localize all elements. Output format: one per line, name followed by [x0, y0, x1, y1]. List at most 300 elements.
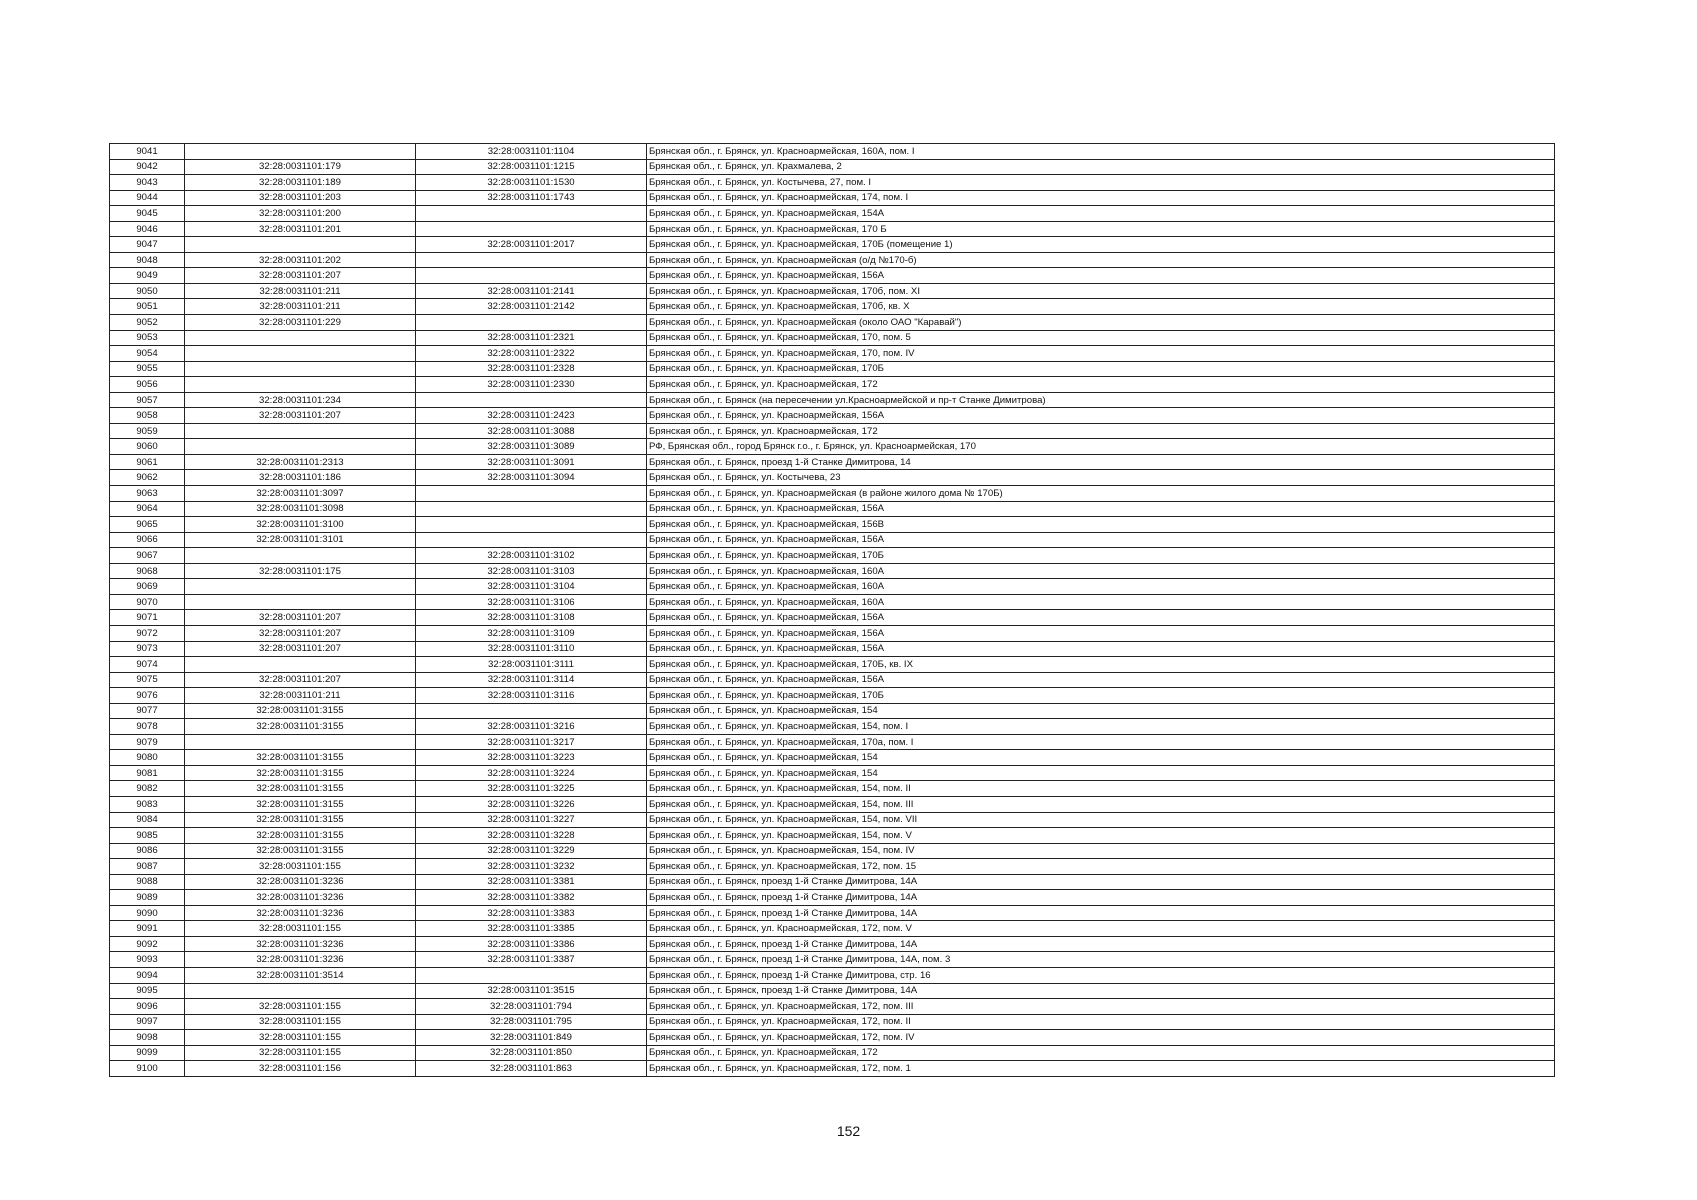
row-number-cell: 9094: [110, 967, 185, 983]
parcel-cadastral-number-cell: 32:28:0031101:3236: [185, 952, 416, 968]
row-number-cell: 9052: [110, 315, 185, 331]
address-cell: Брянская обл., г. Брянск, проезд 1-й Станке Димитрова, 14А: [647, 874, 1555, 890]
parcel-cadastral-number-cell: 32:28:0031101:3098: [185, 501, 416, 517]
address-cell: Брянская обл., г. Брянск, ул. Красноармейская, 172, пом. 1: [647, 1061, 1555, 1077]
table-row: [110, 672, 1555, 688]
parcel-cadastral-number-cell: 32:28:0031101:3155: [185, 781, 416, 797]
table-body: [110, 144, 1555, 1077]
object-cadastral-number-cell: 32:28:0031101:2328: [416, 361, 647, 377]
address-cell: Брянская обл., г. Брянск, проезд 1-й Станке Димитрова, 14А: [647, 983, 1555, 999]
table-row: [110, 486, 1555, 502]
object-cadastral-number-cell: 32:28:0031101:3103: [416, 563, 647, 579]
address-cell: Брянская обл., г. Брянск, ул. Красноармейская, 156А: [647, 268, 1555, 284]
object-cadastral-number-cell: 32:28:0031101:3383: [416, 905, 647, 921]
address-cell: Брянская обл., г. Брянск, ул. Красноармейская, 172, пом. IV: [647, 1030, 1555, 1046]
object-cadastral-number-cell: 32:28:0031101:1743: [416, 190, 647, 206]
object-cadastral-number-cell: 32:28:0031101:795: [416, 1014, 647, 1030]
parcel-cadastral-number-cell: [185, 144, 416, 160]
row-number-cell: 9098: [110, 1030, 185, 1046]
object-cadastral-number-cell: 32:28:0031101:3108: [416, 610, 647, 626]
row-number-cell: 9087: [110, 859, 185, 875]
object-cadastral-number-cell: 32:28:0031101:3091: [416, 454, 647, 470]
table-row: [110, 548, 1555, 564]
object-cadastral-number-cell: 32:28:0031101:3387: [416, 952, 647, 968]
table-row: [110, 765, 1555, 781]
object-cadastral-number-cell: [416, 517, 647, 533]
row-number-cell: 9054: [110, 346, 185, 362]
address-cell: Брянская обл., г. Брянск, ул. Крахмалева, 2: [647, 159, 1555, 175]
table-row: [110, 470, 1555, 486]
object-cadastral-number-cell: 32:28:0031101:3104: [416, 579, 647, 595]
row-number-cell: 9100: [110, 1061, 185, 1077]
table-row: [110, 159, 1555, 175]
address-cell: Брянская обл., г. Брянск, ул. Красноармейская (около ОАО "Каравай"): [647, 315, 1555, 331]
row-number-cell: 9072: [110, 625, 185, 641]
table-row: [110, 921, 1555, 937]
row-number-cell: 9069: [110, 579, 185, 595]
table-row: [110, 377, 1555, 393]
address-cell: Брянская обл., г. Брянск, ул. Красноармейская, 156А: [647, 641, 1555, 657]
object-cadastral-number-cell: [416, 967, 647, 983]
row-number-cell: 9088: [110, 874, 185, 890]
row-number-cell: 9062: [110, 470, 185, 486]
row-number-cell: 9071: [110, 610, 185, 626]
object-cadastral-number-cell: 32:28:0031101:3224: [416, 765, 647, 781]
table-row: [110, 392, 1555, 408]
parcel-cadastral-number-cell: 32:28:0031101:3155: [185, 796, 416, 812]
table-row: [110, 221, 1555, 237]
address-cell: Брянская обл., г. Брянск, ул. Красноармейская, 154, пом. V: [647, 828, 1555, 844]
address-cell: Брянская обл., г. Брянск, ул. Красноармейская, 156А: [647, 610, 1555, 626]
object-cadastral-number-cell: 32:28:0031101:2423: [416, 408, 647, 424]
object-cadastral-number-cell: 32:28:0031101:3385: [416, 921, 647, 937]
parcel-cadastral-number-cell: 32:28:0031101:155: [185, 1014, 416, 1030]
address-cell: РФ, Брянская обл., город Брянск г.о., г. Брянск, ул. Красноармейская, 170: [647, 439, 1555, 455]
parcel-cadastral-number-cell: 32:28:0031101:207: [185, 610, 416, 626]
row-number-cell: 9090: [110, 905, 185, 921]
table-row: [110, 1045, 1555, 1061]
object-cadastral-number-cell: 32:28:0031101:3232: [416, 859, 647, 875]
row-number-cell: 9074: [110, 657, 185, 673]
address-cell: Брянская обл., г. Брянск, ул. Красноармейская, 172, пом. V: [647, 921, 1555, 937]
address-cell: Брянская обл., г. Брянск, ул. Красноармейская, 156А: [647, 625, 1555, 641]
page-number: 152: [836, 1123, 861, 1139]
row-number-cell: 9089: [110, 890, 185, 906]
object-cadastral-number-cell: [416, 501, 647, 517]
table-row: [110, 905, 1555, 921]
parcel-cadastral-number-cell: 32:28:0031101:3514: [185, 967, 416, 983]
table-row: [110, 517, 1555, 533]
parcel-cadastral-number-cell: [185, 439, 416, 455]
row-number-cell: 9085: [110, 828, 185, 844]
row-number-cell: 9080: [110, 750, 185, 766]
address-cell: Брянская обл., г. Брянск, ул. Красноармейская, 170Б (помещение 1): [647, 237, 1555, 253]
table-row: [110, 859, 1555, 875]
parcel-cadastral-number-cell: 32:28:0031101:207: [185, 672, 416, 688]
row-number-cell: 9096: [110, 999, 185, 1015]
address-cell: Брянская обл., г. Брянск, ул. Красноармейская, 156А: [647, 672, 1555, 688]
address-cell: Брянская обл., г. Брянск, ул. Красноармейская, 170Б: [647, 548, 1555, 564]
object-cadastral-number-cell: 32:28:0031101:2142: [416, 299, 647, 315]
address-cell: Брянская обл., г. Брянск, ул. Красноармейская, 172: [647, 1045, 1555, 1061]
parcel-cadastral-number-cell: 32:28:0031101:3236: [185, 890, 416, 906]
object-cadastral-number-cell: 32:28:0031101:3386: [416, 936, 647, 952]
object-cadastral-number-cell: 32:28:0031101:3111: [416, 657, 647, 673]
table-row: [110, 346, 1555, 362]
parcel-cadastral-number-cell: 32:28:0031101:155: [185, 999, 416, 1015]
parcel-cadastral-number-cell: 32:28:0031101:3097: [185, 486, 416, 502]
object-cadastral-number-cell: [416, 315, 647, 331]
parcel-cadastral-number-cell: [185, 983, 416, 999]
table-row: [110, 843, 1555, 859]
table-row: [110, 750, 1555, 766]
row-number-cell: 9055: [110, 361, 185, 377]
parcel-cadastral-number-cell: 32:28:0031101:3155: [185, 719, 416, 735]
row-number-cell: 9050: [110, 283, 185, 299]
address-cell: Брянская обл., г. Брянск, ул. Красноармейская, 160А: [647, 563, 1555, 579]
object-cadastral-number-cell: 32:28:0031101:2017: [416, 237, 647, 253]
object-cadastral-number-cell: 32:28:0031101:3089: [416, 439, 647, 455]
address-cell: Брянская обл., г. Брянск, ул. Красноармейская, 154, пом. III: [647, 796, 1555, 812]
address-cell: Брянская обл., г. Брянск, ул. Красноармейская, 172, пом. III: [647, 999, 1555, 1015]
parcel-cadastral-number-cell: 32:28:0031101:207: [185, 268, 416, 284]
parcel-cadastral-number-cell: 32:28:0031101:2313: [185, 454, 416, 470]
table-row: [110, 237, 1555, 253]
object-cadastral-number-cell: [416, 703, 647, 719]
parcel-cadastral-number-cell: 32:28:0031101:155: [185, 1045, 416, 1061]
address-cell: Брянская обл., г. Брянск, ул. Красноармейская, 170Б, кв. IX: [647, 657, 1555, 673]
parcel-cadastral-number-cell: 32:28:0031101:207: [185, 408, 416, 424]
address-cell: Брянская обл., г. Брянск, ул. Красноармейская, 170а, пом. I: [647, 734, 1555, 750]
address-cell: Брянская обл., г. Брянск, ул. Красноармейская, 156А: [647, 501, 1555, 517]
parcel-cadastral-number-cell: 32:28:0031101:189: [185, 175, 416, 191]
row-number-cell: 9048: [110, 252, 185, 268]
object-cadastral-number-cell: [416, 221, 647, 237]
address-cell: Брянская обл., г. Брянск, ул. Красноармейская, 156А: [647, 408, 1555, 424]
table-row: [110, 594, 1555, 610]
object-cadastral-number-cell: [416, 252, 647, 268]
parcel-cadastral-number-cell: [185, 330, 416, 346]
table-row: [110, 1030, 1555, 1046]
address-cell: Брянская обл., г. Брянск, ул. Красноармейская, 174, пом. I: [647, 190, 1555, 206]
table-row: [110, 936, 1555, 952]
row-number-cell: 9068: [110, 563, 185, 579]
table-row: [110, 361, 1555, 377]
address-cell: Брянская обл., г. Брянск, проезд 1-й Станке Димитрова, 14А: [647, 936, 1555, 952]
object-cadastral-number-cell: 32:28:0031101:3229: [416, 843, 647, 859]
row-number-cell: 9086: [110, 843, 185, 859]
table-row: [110, 190, 1555, 206]
row-number-cell: 9061: [110, 454, 185, 470]
object-cadastral-number-cell: 32:28:0031101:794: [416, 999, 647, 1015]
object-cadastral-number-cell: 32:28:0031101:3227: [416, 812, 647, 828]
object-cadastral-number-cell: [416, 486, 647, 502]
table-row: [110, 283, 1555, 299]
table-row: [110, 330, 1555, 346]
object-cadastral-number-cell: 32:28:0031101:3116: [416, 688, 647, 704]
parcel-cadastral-number-cell: 32:28:0031101:3236: [185, 936, 416, 952]
address-cell: Брянская обл., г. Брянск, ул. Красноармейская, 170б, кв. X: [647, 299, 1555, 315]
address-cell: Брянская обл., г. Брянск, ул. Красноармейская, 160А: [647, 579, 1555, 595]
parcel-cadastral-number-cell: 32:28:0031101:179: [185, 159, 416, 175]
table-row: [110, 315, 1555, 331]
object-cadastral-number-cell: 32:28:0031101:863: [416, 1061, 647, 1077]
table-row: [110, 144, 1555, 160]
row-number-cell: 9045: [110, 206, 185, 222]
table-row: [110, 781, 1555, 797]
row-number-cell: 9047: [110, 237, 185, 253]
address-cell: Брянская обл., г. Брянск, ул. Красноармейская, 170Б: [647, 688, 1555, 704]
parcel-cadastral-number-cell: [185, 377, 416, 393]
parcel-cadastral-number-cell: 32:28:0031101:175: [185, 563, 416, 579]
object-cadastral-number-cell: 32:28:0031101:3216: [416, 719, 647, 735]
row-number-cell: 9095: [110, 983, 185, 999]
address-cell: Брянская обл., г. Брянск, ул. Красноармейская, 154: [647, 750, 1555, 766]
table-row: [110, 952, 1555, 968]
table-row: [110, 579, 1555, 595]
parcel-cadastral-number-cell: [185, 579, 416, 595]
row-number-cell: 9092: [110, 936, 185, 952]
table-row: [110, 206, 1555, 222]
row-number-cell: 9060: [110, 439, 185, 455]
object-cadastral-number-cell: 32:28:0031101:3228: [416, 828, 647, 844]
table-row: [110, 641, 1555, 657]
row-number-cell: 9053: [110, 330, 185, 346]
table-row: [110, 1061, 1555, 1077]
table-row: [110, 812, 1555, 828]
table-row: [110, 252, 1555, 268]
object-cadastral-number-cell: [416, 206, 647, 222]
object-cadastral-number-cell: 32:28:0031101:3381: [416, 874, 647, 890]
address-cell: Брянская обл., г. Брянск, проезд 1-й Станке Димитрова, стр. 16: [647, 967, 1555, 983]
row-number-cell: 9067: [110, 548, 185, 564]
address-cell: Брянская обл., г. Брянск, ул. Красноармейская, 160А, пом. I: [647, 144, 1555, 160]
object-cadastral-number-cell: [416, 532, 647, 548]
address-cell: Брянская обл., г. Брянск, ул. Красноармейская, 156А: [647, 532, 1555, 548]
object-cadastral-number-cell: 32:28:0031101:3217: [416, 734, 647, 750]
table-row: [110, 423, 1555, 439]
parcel-cadastral-number-cell: [185, 657, 416, 673]
parcel-cadastral-number-cell: 32:28:0031101:207: [185, 641, 416, 657]
row-number-cell: 9057: [110, 392, 185, 408]
parcel-cadastral-number-cell: 32:28:0031101:3236: [185, 905, 416, 921]
address-cell: Брянская обл., г. Брянск, проезд 1-й Станке Димитрова, 14: [647, 454, 1555, 470]
address-cell: Брянская обл., г. Брянск, ул. Красноармейская, 154А: [647, 206, 1555, 222]
row-number-cell: 9083: [110, 796, 185, 812]
table-row: [110, 890, 1555, 906]
row-number-cell: 9042: [110, 159, 185, 175]
parcel-cadastral-number-cell: 32:28:0031101:3155: [185, 750, 416, 766]
parcel-cadastral-number-cell: 32:28:0031101:201: [185, 221, 416, 237]
parcel-cadastral-number-cell: 32:28:0031101:3155: [185, 703, 416, 719]
row-number-cell: 9075: [110, 672, 185, 688]
row-number-cell: 9044: [110, 190, 185, 206]
address-cell: Брянская обл., г. Брянск, ул. Красноармейская, 156В: [647, 517, 1555, 533]
row-number-cell: 9056: [110, 377, 185, 393]
table-row: [110, 796, 1555, 812]
address-cell: Брянская обл., г. Брянск, ул. Красноармейская, 154, пом. VII: [647, 812, 1555, 828]
object-cadastral-number-cell: 32:28:0031101:2141: [416, 283, 647, 299]
address-cell: Брянская обл., г. Брянск, ул. Красноармейская, 154, пом. IV: [647, 843, 1555, 859]
parcel-cadastral-number-cell: [185, 237, 416, 253]
row-number-cell: 9065: [110, 517, 185, 533]
parcel-cadastral-number-cell: 32:28:0031101:3155: [185, 843, 416, 859]
table-row: [110, 999, 1555, 1015]
parcel-cadastral-number-cell: [185, 594, 416, 610]
parcel-cadastral-number-cell: 32:28:0031101:3100: [185, 517, 416, 533]
parcel-cadastral-number-cell: 32:28:0031101:3155: [185, 765, 416, 781]
table-row: [110, 175, 1555, 191]
address-cell: Брянская обл., г. Брянск, ул. Красноармейская, 172, пом. II: [647, 1014, 1555, 1030]
row-number-cell: 9070: [110, 594, 185, 610]
object-cadastral-number-cell: [416, 268, 647, 284]
object-cadastral-number-cell: 32:28:0031101:1104: [416, 144, 647, 160]
row-number-cell: 9078: [110, 719, 185, 735]
address-cell: Брянская обл., г. Брянск, ул. Красноармейская, 170Б: [647, 361, 1555, 377]
parcel-cadastral-number-cell: 32:28:0031101:229: [185, 315, 416, 331]
object-cadastral-number-cell: 32:28:0031101:3094: [416, 470, 647, 486]
row-number-cell: 9081: [110, 765, 185, 781]
row-number-cell: 9064: [110, 501, 185, 517]
object-cadastral-number-cell: [416, 392, 647, 408]
table-row: [110, 268, 1555, 284]
address-cell: Брянская обл., г. Брянск, проезд 1-й Станке Димитрова, 14А: [647, 905, 1555, 921]
table-row: [110, 625, 1555, 641]
address-cell: Брянская обл., г. Брянск, ул. Красноармейская, 154: [647, 703, 1555, 719]
address-cell: Брянская обл., г. Брянск, ул. Костычева, 27, пом. I: [647, 175, 1555, 191]
row-number-cell: 9084: [110, 812, 185, 828]
table-row: [110, 501, 1555, 517]
object-cadastral-number-cell: 32:28:0031101:3515: [416, 983, 647, 999]
parcel-cadastral-number-cell: 32:28:0031101:3101: [185, 532, 416, 548]
address-cell: Брянская обл., г. Брянск, ул. Красноармейская (в районе жилого дома № 170Б): [647, 486, 1555, 502]
object-cadastral-number-cell: 32:28:0031101:850: [416, 1045, 647, 1061]
address-cell: Брянская обл., г. Брянск, ул. Красноармейская, 172, пом. 15: [647, 859, 1555, 875]
parcel-cadastral-number-cell: 32:28:0031101:155: [185, 1030, 416, 1046]
row-number-cell: 9041: [110, 144, 185, 160]
parcel-cadastral-number-cell: [185, 361, 416, 377]
parcel-cadastral-number-cell: 32:28:0031101:155: [185, 859, 416, 875]
table-row: [110, 408, 1555, 424]
address-cell: Брянская обл., г. Брянск (на пересечении ул.Красноармейской и пр-т Станке Димитрова): [647, 392, 1555, 408]
table-row: [110, 828, 1555, 844]
row-number-cell: 9077: [110, 703, 185, 719]
row-number-cell: 9076: [110, 688, 185, 704]
table-row: [110, 734, 1555, 750]
row-number-cell: 9079: [110, 734, 185, 750]
address-cell: Брянская обл., г. Брянск, ул. Красноармейская, 170б, пом. XI: [647, 283, 1555, 299]
address-cell: Брянская обл., г. Брянск, ул. Красноармейская, 170 Б: [647, 221, 1555, 237]
address-cell: Брянская обл., г. Брянск, ул. Красноармейская, 160А: [647, 594, 1555, 610]
parcel-cadastral-number-cell: 32:28:0031101:207: [185, 625, 416, 641]
parcel-cadastral-number-cell: 32:28:0031101:211: [185, 299, 416, 315]
address-cell: Брянская обл., г. Брянск, ул. Красноармейская, 170, пом. 5: [647, 330, 1555, 346]
row-number-cell: 9066: [110, 532, 185, 548]
object-cadastral-number-cell: 32:28:0031101:3114: [416, 672, 647, 688]
parcel-cadastral-number-cell: 32:28:0031101:211: [185, 283, 416, 299]
parcel-cadastral-number-cell: 32:28:0031101:155: [185, 921, 416, 937]
table-row: [110, 719, 1555, 735]
parcel-cadastral-number-cell: 32:28:0031101:202: [185, 252, 416, 268]
object-cadastral-number-cell: 32:28:0031101:3102: [416, 548, 647, 564]
address-cell: Брянская обл., г. Брянск, ул. Красноармейская (о/д №170-б): [647, 252, 1555, 268]
parcel-cadastral-number-cell: 32:28:0031101:234: [185, 392, 416, 408]
row-number-cell: 9059: [110, 423, 185, 439]
row-number-cell: 9097: [110, 1014, 185, 1030]
object-cadastral-number-cell: 32:28:0031101:3223: [416, 750, 647, 766]
parcel-cadastral-number-cell: 32:28:0031101:3155: [185, 828, 416, 844]
parcel-cadastral-number-cell: [185, 423, 416, 439]
table-row: [110, 703, 1555, 719]
object-cadastral-number-cell: 32:28:0031101:3109: [416, 625, 647, 641]
table-row: [110, 532, 1555, 548]
row-number-cell: 9063: [110, 486, 185, 502]
address-cell: Брянская обл., г. Брянск, ул. Красноармейская, 154, пом. II: [647, 781, 1555, 797]
row-number-cell: 9051: [110, 299, 185, 315]
parcel-cadastral-number-cell: 32:28:0031101:211: [185, 688, 416, 704]
parcel-cadastral-number-cell: 32:28:0031101:156: [185, 1061, 416, 1077]
object-cadastral-number-cell: 32:28:0031101:3088: [416, 423, 647, 439]
table-row: [110, 967, 1555, 983]
table-row: [110, 610, 1555, 626]
object-cadastral-number-cell: 32:28:0031101:3382: [416, 890, 647, 906]
table-row: [110, 657, 1555, 673]
address-cell: Брянская обл., г. Брянск, ул. Красноармейская, 154: [647, 765, 1555, 781]
row-number-cell: 9043: [110, 175, 185, 191]
address-cell: Брянская обл., г. Брянск, ул. Красноармейская, 172: [647, 377, 1555, 393]
parcel-cadastral-number-cell: 32:28:0031101:200: [185, 206, 416, 222]
row-number-cell: 9049: [110, 268, 185, 284]
table-row: [110, 563, 1555, 579]
table-row: [110, 439, 1555, 455]
address-cell: Брянская обл., г. Брянск, проезд 1-й Станке Димитрова, 14А: [647, 890, 1555, 906]
parcel-cadastral-number-cell: 32:28:0031101:3236: [185, 874, 416, 890]
object-cadastral-number-cell: 32:28:0031101:3106: [416, 594, 647, 610]
property-register-table: [109, 143, 1555, 1077]
parcel-cadastral-number-cell: [185, 734, 416, 750]
row-number-cell: 9082: [110, 781, 185, 797]
table-row: [110, 983, 1555, 999]
address-cell: Брянская обл., г. Брянск, ул. Костычева, 23: [647, 470, 1555, 486]
object-cadastral-number-cell: 32:28:0031101:1215: [416, 159, 647, 175]
table-row: [110, 874, 1555, 890]
parcel-cadastral-number-cell: [185, 346, 416, 362]
parcel-cadastral-number-cell: 32:28:0031101:3155: [185, 812, 416, 828]
parcel-cadastral-number-cell: [185, 548, 416, 564]
object-cadastral-number-cell: 32:28:0031101:2321: [416, 330, 647, 346]
row-number-cell: 9046: [110, 221, 185, 237]
object-cadastral-number-cell: 32:28:0031101:3226: [416, 796, 647, 812]
row-number-cell: 9099: [110, 1045, 185, 1061]
address-cell: Брянская обл., г. Брянск, ул. Красноармейская, 154, пом. I: [647, 719, 1555, 735]
address-cell: Брянская обл., г. Брянск, ул. Красноармейская, 170, пом. IV: [647, 346, 1555, 362]
parcel-cadastral-number-cell: 32:28:0031101:186: [185, 470, 416, 486]
table-row: [110, 454, 1555, 470]
object-cadastral-number-cell: 32:28:0031101:3225: [416, 781, 647, 797]
object-cadastral-number-cell: 32:28:0031101:2330: [416, 377, 647, 393]
address-cell: Брянская обл., г. Брянск, проезд 1-й Станке Димитрова, 14А, пом. 3: [647, 952, 1555, 968]
row-number-cell: 9073: [110, 641, 185, 657]
row-number-cell: 9058: [110, 408, 185, 424]
object-cadastral-number-cell: 32:28:0031101:3110: [416, 641, 647, 657]
table-row: [110, 299, 1555, 315]
row-number-cell: 9091: [110, 921, 185, 937]
parcel-cadastral-number-cell: 32:28:0031101:203: [185, 190, 416, 206]
object-cadastral-number-cell: 32:28:0031101:2322: [416, 346, 647, 362]
table-row: [110, 688, 1555, 704]
address-cell: Брянская обл., г. Брянск, ул. Красноармейская, 172: [647, 423, 1555, 439]
table-row: [110, 1014, 1555, 1030]
